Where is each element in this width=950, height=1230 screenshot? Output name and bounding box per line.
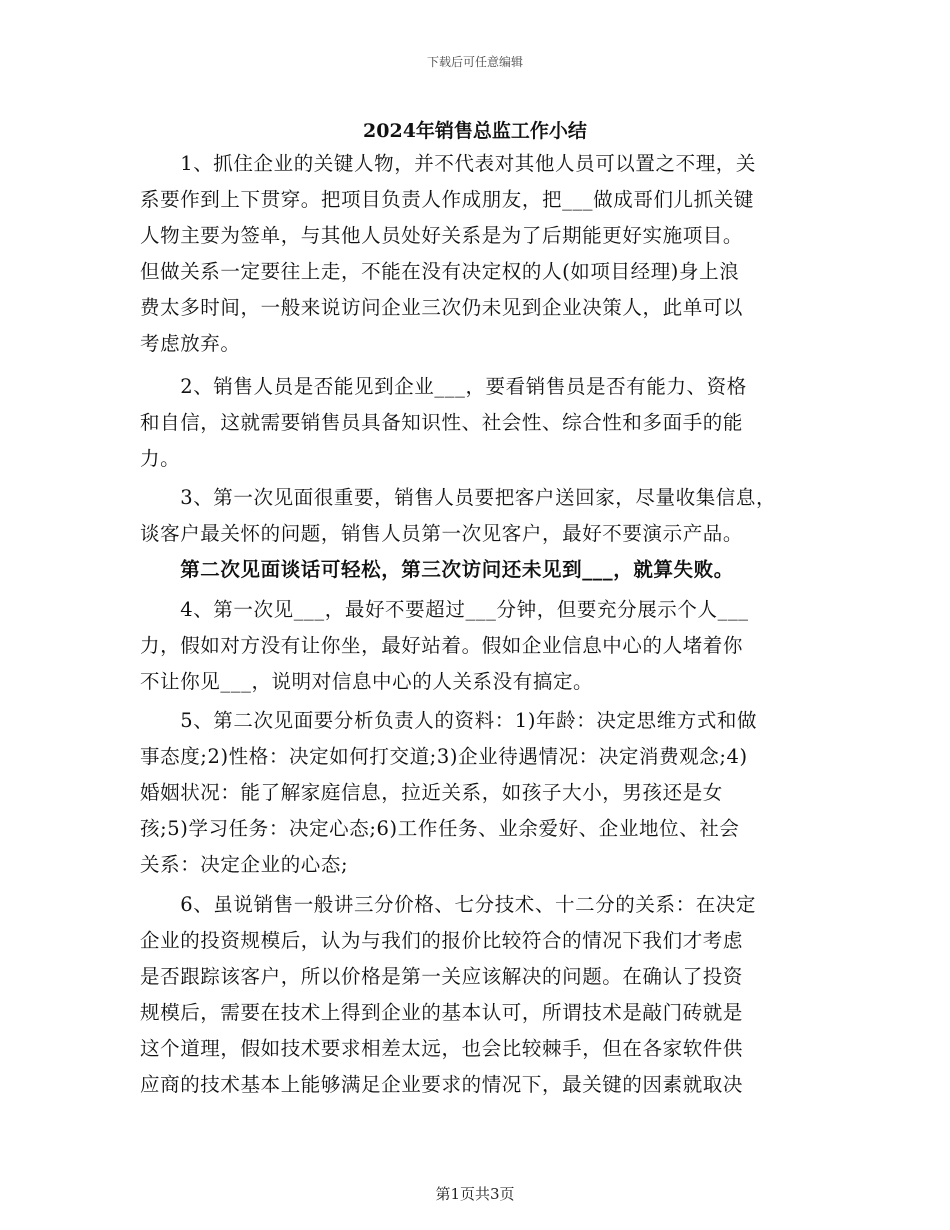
text-line: 是否跟踪该客户，所以价格是第一关应该解决的问题。在确认了投资 xyxy=(140,965,744,988)
text-line: 1、抓住企业的关键人物，并不代表对其他人员可以置之不理，关 xyxy=(140,152,757,175)
page-number: 第1页共3页 xyxy=(435,1185,515,1203)
paragraph-1 xyxy=(140,146,810,362)
text-line: 力。 xyxy=(140,447,181,470)
text-line: 和自信，这就需要销售员具备知识性、社会性、综合性和多面手的能 xyxy=(140,411,744,434)
text-line: 企业的投资规模后，认为与我们的报价比较符合的情况下我们才考虑 xyxy=(140,929,744,952)
text-line: 但做关系一定要往上走，不能在没有决定权的人(如项目经理)身上浪 xyxy=(140,260,740,283)
text-line: 不让你见___，说明对信息中心的人关系没有搞定。 xyxy=(140,670,594,693)
text-line: 人物主要为签单，与其他人员处好关系是为了后期能更好实施项目。 xyxy=(140,224,744,247)
paragraph-5 xyxy=(140,703,810,883)
text-line: 应商的技术基本上能够满足企业要求的情况下，最关键的因素就取决 xyxy=(140,1073,744,1096)
text-line: 婚姻状况：能了解家庭信息，拉近关系，如孩子大小，男孩还是女 xyxy=(140,781,723,804)
paragraph-4 xyxy=(140,592,810,700)
text-line: 4、第一次见___，最好不要超过___分钟，但要充分展示个人___ xyxy=(140,598,749,621)
paragraph-6 xyxy=(140,887,810,1103)
text-line: 考虑放弃。 xyxy=(140,332,241,355)
text-line: 6、虽说销售一般讲三分价格、七分技术、十二分的关系：在决定 xyxy=(140,893,757,916)
text-line: 3、第一次见面很重要，销售人员要把客户送回家，尽量收集信息， xyxy=(140,486,777,509)
header-note: 下载后可任意编辑 xyxy=(426,55,523,69)
text-line: 谈客户最关怀的问题，销售人员第一次见客户，最好不要演示产品。 xyxy=(140,522,744,545)
bold-text-line: 第二次见面谈话可轻松，第三次访问还未见到___，就算失败。 xyxy=(140,558,734,581)
text-line: 规模后，需要在技术上得到企业的基本认可，所谓技术是敲门砖就是 xyxy=(140,1001,744,1024)
text-line: 孩;5)学习任务：决定心态;6)工作任务、业余爱好、企业地位、社会 xyxy=(140,817,740,840)
text-line: 这个道理，假如技术要求相差太远，也会比较棘手，但在各家软件供 xyxy=(140,1037,744,1060)
text-line: 费太多时间，一般来说访问企业三次仍未见到企业决策人，此单可以 xyxy=(140,296,744,319)
text-line: 关系：决定企业的心态; xyxy=(140,853,349,876)
text-line: 2、销售人员是否能见到企业___，要看销售员是否有能力、资格 xyxy=(140,375,747,398)
text-line: 事态度;2)性格：决定如何打交道;3)企业待遇情况：决定消费观念;4) xyxy=(140,745,748,768)
text-line: 5、第二次见面要分析负责人的资料：1)年龄：决定思维方式和做 xyxy=(140,709,758,732)
text-line: 系要作到上下贯穿。把项目负责人作成朋友，把___做成哥们儿抓关键 xyxy=(140,188,754,211)
paragraph-2 xyxy=(140,369,810,477)
paragraph-3 xyxy=(140,480,810,588)
text-line: 力，假如对方没有让你坐，最好站着。假如企业信息中心的人堵着你 xyxy=(140,634,744,657)
document-title: 2024年销售总监工作小结 xyxy=(363,120,587,142)
